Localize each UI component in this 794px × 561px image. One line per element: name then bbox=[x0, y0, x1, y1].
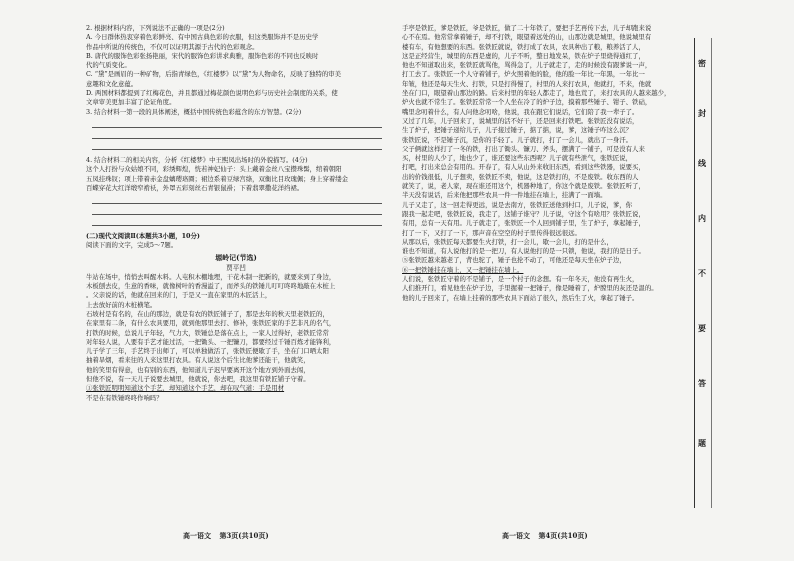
article-author: 贾平凹 bbox=[226, 263, 246, 272]
binding-char: 题 bbox=[698, 438, 706, 448]
right-page bbox=[402, 24, 692, 524]
text-line: 又过了几年，儿子回来了，说城里的活不好干，还是回来打铁吧。张铁匠没有说话， bbox=[402, 116, 639, 125]
binding-char: 要 bbox=[698, 323, 706, 333]
text-line: 石坡村是有名的，在山的那边，就是有农的铁匠铺子了，那是去年的秋天里老铁匠的， bbox=[86, 309, 329, 318]
text-line: 人们推开门，看见他坐在炉子边，手里握着一把锤子，像是睡着了，炉膛里的灰还是温的。 bbox=[402, 284, 658, 293]
text-line: 他的笑里有得意，也有别的东西，他知道儿子迟早要离开这个地方到外面去闯， bbox=[86, 365, 310, 374]
question-line: A. 今日群体热衷穿着色彩鲜亮、有中国古典色彩的衣服，但这类服饰并不是历史学 bbox=[86, 33, 319, 42]
text-line: 但他不说，有一天儿子说要去城里，他就说，你去吧，我这里有铁匠铺子守着。 bbox=[86, 375, 310, 384]
text-line: 抽着旱烟，看来往的人来这里打农具。有人说这个后生比他爹还能干，他就笑， bbox=[86, 356, 310, 365]
text-line: 楼有车，有他想要的东西。张铁匠就说，铁打成了农具，农具种出了粮，粮养活了人， bbox=[402, 42, 645, 51]
text-line: 木板刨去皮，生意的香味，就像树叶的香漫溢了，而斧头的铁锤儿叮叮咚咚地敲在木桩上 bbox=[86, 282, 336, 291]
text-line: 跟我一起走吧，张铁匠说，我走了，这铺子谁守？儿子说，守这个有啥用？张铁匠说， bbox=[402, 209, 645, 218]
text-line: 对年轻人说，人要有手艺才能过活，一把锄头、一把镰刀，都要经过千锤百炼才能锋利， bbox=[86, 337, 336, 346]
text-line: 坐在门口，眼望着山那边的路。后来村里的年轻人都走了，地也荒了，来打农具的人越来越少， bbox=[402, 89, 671, 98]
binding-char: 答 bbox=[698, 378, 706, 388]
question-line: 4. 结合材料二的相关内容，分析《红楼梦》中王熙凤出场时的外貌描写。(4分) bbox=[86, 155, 308, 164]
text-line: 在家里有二条，有什么农具要用，就到他那里去打、修补，张铁匠家的手艺非凡的名气， bbox=[86, 319, 336, 328]
course-label: 高一语文 bbox=[183, 531, 211, 540]
question-2 bbox=[86, 24, 386, 108]
answer-line bbox=[92, 128, 382, 139]
text-line: 出的价钱很低，儿子想卖，张铁匠不卖，他说，这是铁打的，不是废铁。收东西的人 bbox=[402, 172, 639, 181]
question-4 bbox=[86, 156, 386, 193]
text-line: 年皱，他还是每天生火、打铁，只是打得慢了，村里的人来打农具，他就打，不来，他就 bbox=[402, 79, 652, 88]
binding-char: 封 bbox=[698, 108, 706, 118]
question-line: 百蝶穿花大红洋缎窄褃袄，外罩五彩刻丝石青银鼠褂；下着翡翠撒花洋绉裙。 bbox=[86, 183, 304, 192]
question-line: 意趣和文化意蕴。 bbox=[86, 79, 138, 88]
page-footer-left bbox=[183, 531, 275, 541]
body-tail: 不是在有铁锤咚咚作响吗？ bbox=[86, 393, 163, 402]
question-line: 代的气质变化。 bbox=[86, 61, 131, 70]
text-line: 有用，总有一天有用。儿子就走了，张铁匠一个人回到铺子里，生了炉子，拿起锤子， bbox=[402, 219, 645, 228]
underlined-sentence: ⑥一把铁锤挂在墙上，又一把锤挂在墙上。 bbox=[402, 265, 524, 274]
binding-strip bbox=[694, 38, 712, 508]
question-line: 五凤挂珠钗；项上带着赤金盘螭璎珞圈；裙边系着豆绿宫绦，双衡比目玫瑰佩；身上穿着缕金 bbox=[86, 174, 349, 183]
text-line: 人们说，张铁匠守着的不是铺子，是一个村子的念想。有一年冬天，他没有再生火， bbox=[402, 275, 639, 284]
answer-line bbox=[92, 139, 382, 150]
text-line: 这是正经营生，城里的东西是虚的，儿子不听，整日地发呆，铁在炉子里烧得通红了， bbox=[402, 51, 645, 60]
text-line: 他的儿子回来了，在墙上挂着的那些农具下面站了很久，然后生了火，拿起了锤子。 bbox=[402, 293, 639, 302]
text-line: 买，村里的人少了，地也少了，谁还要这些东西呢？儿子就有些泄气，张铁匠说， bbox=[402, 154, 633, 163]
question-line: 这个人打扮与众姑娘不同，彩绣辉煌，恍若神妃仙子：头上戴着金丝八宝攒珠髻，绾着朝阳 bbox=[86, 165, 342, 174]
question-line: C. “黛”是画眉的一种矿物，后指青绿色，《红楼梦》以“黛”为人物命名，反映了独特的审美 bbox=[86, 70, 342, 79]
text-line: 从那以后，张铁匠每天都要生火打铁，打一会儿，歇一会儿，打的是什么， bbox=[402, 237, 613, 246]
answer-line bbox=[92, 117, 382, 128]
binding-char: 线 bbox=[698, 158, 706, 168]
text-line: ⑤张铁匠越来越老了，背也驼了，锤子也抡不动了，可他还是每天坐在炉子边， bbox=[402, 256, 626, 265]
answer-line bbox=[92, 215, 382, 226]
text-line: 牛站在场中，悄悄去叫醒木料。人屯积木棚地埋，干花木制一把新的，就要来到了身边， bbox=[86, 272, 336, 281]
article-title: 塬岭记(节选) bbox=[215, 252, 257, 262]
article-body-left bbox=[86, 273, 386, 385]
text-line: 打了一下，又打了一下，那声音在空空的村子里传得很远很远。 bbox=[402, 228, 581, 237]
text-line: 谁也不知道，有人说他打的是一把刀，有人说他打的是一只锁，他说，我打的是日子。 bbox=[402, 247, 645, 256]
question-3: 3. 结合材料一第一段的具体阐述，概括中国传统色彩蕴含的东方智慧。(2分) bbox=[86, 107, 302, 116]
question-line: D. 两国材料都提到了红梅花色，并且都通过梅花颜色说明色彩与历史社会制度的关系，使 bbox=[86, 89, 338, 98]
question-line: 2. 根据材料内容，下列说法不正确的一项是(2分) bbox=[86, 24, 225, 32]
text-line: 半天没有说话，后来他把那些农具一件一件地挂在墙上，挂满了一面墙。 bbox=[402, 191, 607, 200]
text-line: 打吧，打出来总会有用的。开春了，有人从山外来收旧东西，看到这些铁器，说要买， bbox=[402, 163, 645, 172]
text-line: 手亭是铁匠，爹是铁匠，爷是铁匠，做了二十年铁了，要把手艺再传下去，儿子却跑来说 bbox=[402, 24, 652, 32]
answer-line bbox=[92, 204, 382, 215]
question-line: B. 唐代的服饰色彩张扬艳丽，宋代的服饰色彩讲求典雅，服饰色彩的不同也反映时 bbox=[86, 51, 319, 60]
text-line: 张铁匠说，不是锤子沉，是你的手轻了。儿子就打，打了一会儿，就出了一身汗。 bbox=[402, 135, 633, 144]
article-body-right bbox=[402, 24, 692, 266]
text-line: 。父亲说的话，他就在回来的门，于是又一直在家里的木匠活上， bbox=[86, 291, 272, 300]
text-line: 就笑了，说，老人家，现在谁还用这个，机器种地了，你这个就是废铁。张铁匠听了， bbox=[402, 182, 645, 191]
binding-char: 密 bbox=[698, 58, 706, 68]
course-label: 高一语文 bbox=[502, 531, 530, 540]
text-line: 父子俩就这样打了一冬的铁，打出了锄头、镰刀、斧头，摆满了一铺子，可是没有人来 bbox=[402, 144, 645, 153]
binding-char: 不 bbox=[698, 268, 706, 278]
text-line: 心不在焉。他常常拿着锤子，却不打铁，眼望着远处的山，山那边就是城里，他说城里有 bbox=[402, 33, 652, 42]
text-line: 儿子学了三年，手艺终于出师了，可以单独做活了，张铁匠便歇了手，坐在门口晒太阳 bbox=[86, 347, 329, 356]
text-line: 炉火也就不常生了。张铁匠常常一个人坐在冷了的炉子边，摸着那些锤子、钳子、铁砧， bbox=[402, 98, 652, 107]
text-line: 上去放好前的木桩横笔。 bbox=[86, 300, 157, 309]
section-header: (二)现代文阅读Ⅱ(本题共3小题，10分) bbox=[86, 232, 200, 241]
article-body-right-tail bbox=[402, 275, 692, 303]
text-line: 打铁的时候，总说儿子年轻，气力大，铁锤总是落在点上，一家人过得好，老铁匠常常 bbox=[86, 328, 329, 337]
question-line: 文章审美更加丰富了论证角度。 bbox=[86, 98, 176, 107]
instruction: 阅读下面的文字，完成5～7题。 bbox=[86, 241, 178, 250]
text-line: 儿子又走了，这一回走得更远，说是去南方，张铁匠送他到村口，儿子说，爹，你 bbox=[402, 200, 633, 209]
text-line: 嘴里念叨着什么，有人问他念叨啥，他说，我在跟它们说话，它们陪了我一辈子了。 bbox=[402, 107, 639, 116]
binding-char: 内 bbox=[698, 213, 706, 223]
answer-line bbox=[92, 193, 382, 204]
page-number: 第3页(共10页) bbox=[219, 531, 269, 540]
text-line: 打工去了。张铁匠一个人守着铺子，炉火照着他的脸，他的脸一年比一年黑，一年比一 bbox=[402, 70, 645, 79]
page-number: 第4页(共10页) bbox=[538, 531, 588, 540]
page-footer-right bbox=[502, 531, 594, 541]
left-page bbox=[86, 24, 386, 524]
question-line: 作品中所说的传统色，不仅可以证明其源于古代的色彩观念。 bbox=[86, 42, 259, 51]
text-line: 他也不知道取出来，张铁匠就骂他，骂得急了，儿子就走了，走的时候没有跟爹说一声， bbox=[402, 61, 652, 70]
underlined-sentence: ①张铁匠明明知道这个手艺，却知道这个手艺，却在叹气道：手是用材 bbox=[86, 384, 285, 393]
text-line: 生了炉子，把锤子递给儿子，儿子接过锤子，掂了掂，说，爹，这锤子咋这么沉？ bbox=[402, 126, 633, 135]
